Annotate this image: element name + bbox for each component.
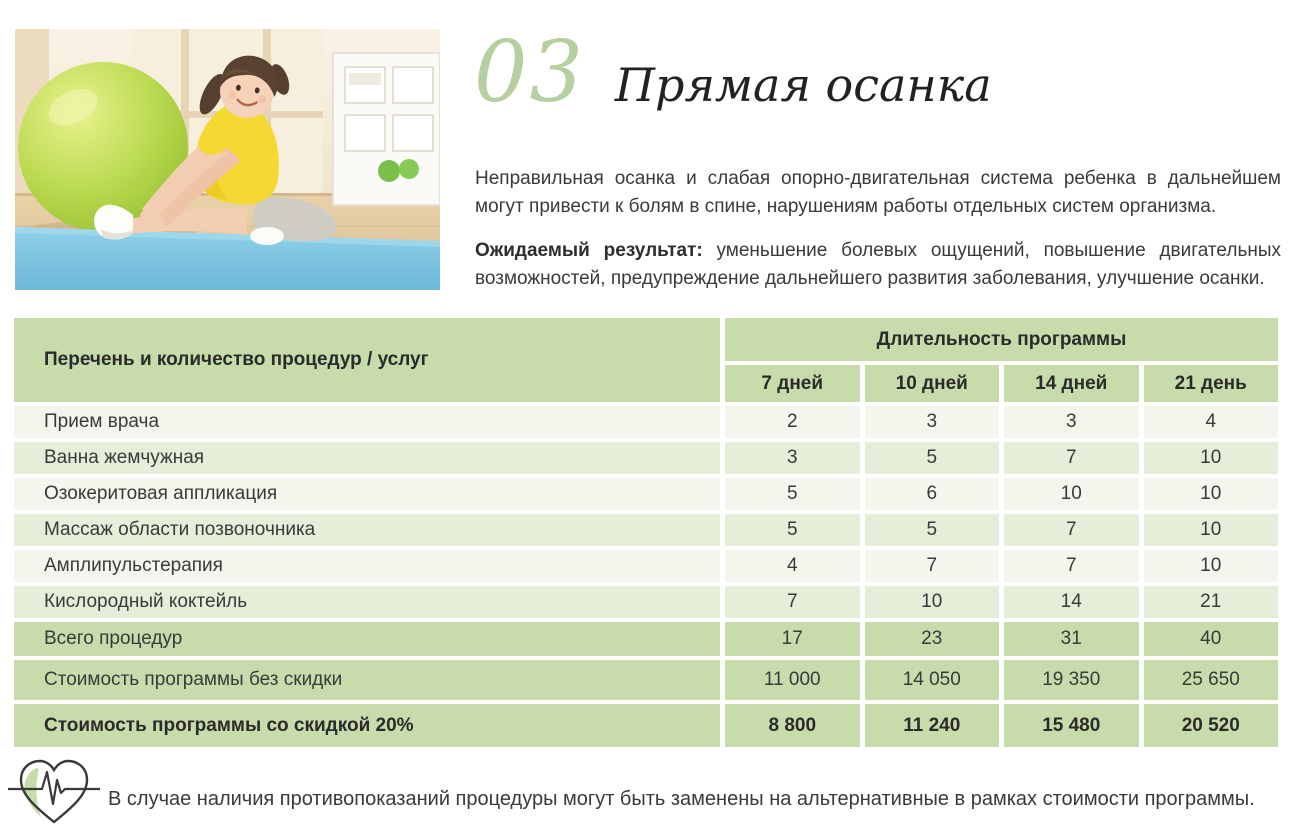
table-cell-value: 3 xyxy=(865,406,1000,438)
table-cell-value: 2 xyxy=(725,406,860,438)
table-cell-value: 7 xyxy=(1004,514,1139,546)
table-row-label: Озокеритовая аппликация xyxy=(14,478,720,510)
table-row-label: Амплипульстерапия xyxy=(14,550,720,582)
table-header-10-days: 10 дней xyxy=(865,365,1000,402)
shelf xyxy=(333,53,440,205)
table-header-21-days: 21 день xyxy=(1144,365,1279,402)
table-row-label: Кислородный коктейль xyxy=(14,586,720,618)
table-cell-value: 40 xyxy=(1144,622,1279,656)
table-cell-value: 5 xyxy=(725,514,860,546)
expected-result-text: уменьшение болевых ощущений, повышение двигательных возможностей, предупреждение дальнейшего развития заболевания, улучшение осанки. xyxy=(475,240,1281,289)
table-row-label: Массаж области позвоночника xyxy=(14,514,720,546)
program-table xyxy=(14,318,1278,747)
table-cell-value: 7 xyxy=(1004,442,1139,474)
child-stretching-photo xyxy=(15,29,440,290)
table-cell-value: 10 xyxy=(1144,478,1279,510)
table-cell-value: 31 xyxy=(1004,622,1139,656)
table-cell-value: 10 xyxy=(1144,442,1279,474)
table-header-14-days: 14 дней xyxy=(1004,365,1139,402)
footer-note-text: В случае наличия противопоказаний процедуры могут быть заменены на альтернативные в рамках стоимости программы. xyxy=(108,788,1255,810)
table-cell-value: 5 xyxy=(865,442,1000,474)
table-cell-value: 11 240 xyxy=(865,704,1000,747)
table-row-label: Стоимость программы со скидкой 20% xyxy=(14,704,720,747)
table-row-label: Стоимость программы без скидки xyxy=(14,660,720,700)
expected-result-paragraph xyxy=(475,237,1281,293)
table-cell-value: 11 000 xyxy=(725,660,860,700)
table-cell-value: 14 050 xyxy=(865,660,1000,700)
table-row-label: Ванна жемчужная xyxy=(14,442,720,474)
table-cell-value: 19 350 xyxy=(1004,660,1139,700)
page-number: 03 xyxy=(474,23,585,121)
table-cell-value: 10 xyxy=(1144,550,1279,582)
table-cell-value: 15 480 xyxy=(1004,704,1139,747)
table-cell-value: 8 800 xyxy=(725,704,860,747)
table-header-duration-group: Длительность программы xyxy=(725,318,1278,361)
table-cell-value: 4 xyxy=(1144,406,1279,438)
table-cell-value: 4 xyxy=(725,550,860,582)
table-cell-value: 17 xyxy=(725,622,860,656)
table-cell-value: 23 xyxy=(865,622,1000,656)
table-cell-value: 10 xyxy=(1144,514,1279,546)
table-cell-value: 25 650 xyxy=(1144,660,1279,700)
table-cell-value: 14 xyxy=(1004,586,1139,618)
footer-note-block xyxy=(8,752,1284,831)
table-header-7-days: 7 дней xyxy=(725,365,860,402)
table-cell-value: 3 xyxy=(1004,406,1139,438)
table-cell-value: 5 xyxy=(725,478,860,510)
page-title: Прямая осанка xyxy=(614,58,992,112)
table-cell-value: 7 xyxy=(865,550,1000,582)
table-header-procedures: Перечень и количество процедур / услуг xyxy=(14,318,720,402)
table-cell-value: 5 xyxy=(865,514,1000,546)
heart-pulse-icon xyxy=(8,756,100,831)
table-cell-value: 6 xyxy=(865,478,1000,510)
table-cell-value: 10 xyxy=(1004,478,1139,510)
page-header xyxy=(474,23,1280,121)
table-row-label: Всего процедур xyxy=(14,622,720,656)
table-cell-value: 10 xyxy=(865,586,1000,618)
table-cell-value: 20 520 xyxy=(1144,704,1279,747)
table-cell-value: 3 xyxy=(725,442,860,474)
table-cell-value: 21 xyxy=(1144,586,1279,618)
table-row-label: Прием врача xyxy=(14,406,720,438)
expected-result-label: Ожидаемый результат: xyxy=(475,240,703,261)
intro-paragraph: Неправильная осанка и слабая опорно-двигательная система ребенка в дальнейшем могут привести к болям в спине, нарушениям работы отдельных систем организма. xyxy=(475,168,1281,217)
table-cell-value: 7 xyxy=(725,586,860,618)
child-stretching-illustration xyxy=(15,29,440,290)
table-cell-value: 7 xyxy=(1004,550,1139,582)
